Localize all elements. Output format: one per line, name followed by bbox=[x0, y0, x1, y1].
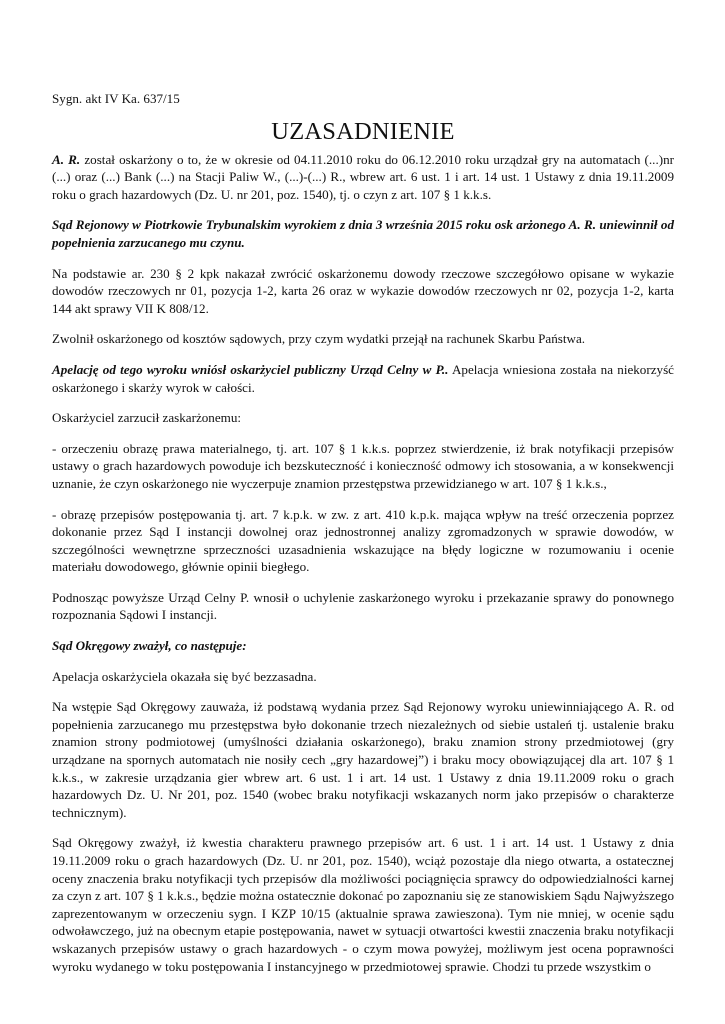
paragraph-allegation-2: - obrazę przepisów postępowania tj. art. 7 k.p.k. w zw. z art. 410 k.p.k. mająca wpływ na treść orzeczenia poprzez dokonanie przez Sąd I instancji dowolnej oraz jednostronnej analizy zgromadzonych w sprawie dowodów, w szczególności wewnętrzne sprzeczności uzasadnienia wskazujące na błędy logiczne w rozumowaniu i ocenie materiału dowodowego, głównie opinii biegłego. bbox=[52, 506, 674, 575]
paragraph-appeal bbox=[52, 361, 674, 396]
paragraph-court-considered: Sąd Okręgowy zważył, co następuje: bbox=[52, 638, 247, 654]
paragraph-allegations-intro: Oskarżyciel zarzucił zaskarżonemu: bbox=[52, 410, 242, 426]
paragraph-verdict: Sąd Rejonowy w Piotrkowie Trybunalskim wyrokiem z dnia 3 września 2015 roku osk arżonego A. R. uniewinnił od popełnienia zarzucanego mu czynu. bbox=[52, 217, 674, 250]
paragraph-grounds: Na wstępie Sąd Okręgowy zauważa, iż podstawą wydania przez Sąd Rejonowy wyroku uniewinniającego A. R. od popełnienia zarzucanego mu przestępstwa było dokonanie trzech niezależnych od siebie ustaleń tj. ustalenie braku znamion strony podmiotowej (umyślności działania oskarżonego), braku znamion strony przedmiotowej (gry urządzane na spornych automatach nie nosiły cech „gry hazardowej”) i braku mocy obowiązującej dla art. 107 § 1 k.k.s., w zakresie urządzania gier wbrew art. 6 ust. 1 i art. 14 ust. 1 Ustawy z dnia 19.11.2009 roku o grach hazardowych Dz. U. Nr 201, poz. 1540 (wobec braku notyfikacji wskazanych norm jako przepisów o charakterze technicznym). bbox=[52, 699, 674, 820]
paragraph-charge-text: został oskarżony o to, że w okresie od 04.11.2010 roku do 06.12.2010 roku urządzał gry na automatach (...)nr (...) oraz (...) Bank (...) na Stacji Paliw W., (...)-(...) R., wbrew art. 6 ust. 1 i art. 14 ust. 1 Ustawy z dnia 19.11.2009 roku o grach hazardowych (Dz. U. nr 201, poz. 1540), tj. o czyn z art. 107 § 1 k.k.s. bbox=[52, 151, 674, 202]
paragraph-legal-character: Sąd Okręgowy zważył, iż kwestia charakteru prawnego przepisów art. 6 ust. 1 i art. 14 ust. 1 Ustawy z dnia 19.11.2009 roku o grach hazardowych (Dz. U. nr 201, poz. 1540), wciąż pozostaje dla niego otwarta, a ostatecznej oceny znaczenia braku notyfikacji tych przepisów dla możliwości pociągnięcia sprawcy do odpowiedzialności karnej za czyn z art. 107 § 1 k.k.s., będzie można ostatecznie dokonać po zapoznaniu się ze stanowiskiem Sądu Najwyższego zaprezentowanym w orzeczeniu sygn. I KZP 10/15 (aktualnie sprawa zawieszona). Tym nie mniej, w ocenie sądu odwoławczego, już na obecnym etapie postępowania, nawet w sytuacji otwartości kwestii znaczenia braku notyfikacji wskazanych przepisów ustawy o grach hazardowych - o czym mowa powyżej, możliwym jest ocena poprawności wyroku wydanego w toku postępowania I instancyjnego w przedmiotowej sprawie. Chodzi tu przede wszystkim o bbox=[52, 835, 674, 974]
case-reference: Sygn. akt IV Ka. 637/15 bbox=[52, 91, 180, 106]
paragraph-costs: Zwolnił oskarżonego od kosztów sądowych, przy czym wydatki przejął na rachunek Skarbu Państwa. bbox=[52, 331, 586, 347]
document-page bbox=[52, 90, 674, 975]
paragraph-charge bbox=[52, 151, 674, 204]
paragraph-motion: Podnosząc powyższe Urząd Celny P. wnosił o uchylenie zaskarżonego wyroku i przekazanie sprawy do ponownego rozpoznania Sądowi I instancji. bbox=[52, 589, 674, 623]
paragraph-allegation-1: - orzeczeniu obrazę prawa materialnego, tj. art. 107 § 1 k.k.s. poprzez stwierdzenie, iż brak notyfikacji przepisów ustawy o grach hazardowych powoduje ich bezskuteczność i konieczność odmowy ich stosowania, a w konsekwencji uznanie, że czyn oskarżonego nie wyczerpuje znamion przestępstwa przewidzianego w art. 107 § 1 k.k.s., bbox=[52, 440, 674, 491]
appeal-lead: Apelację od tego wyroku wniósł oskarżyciel publiczny Urząd Celny w P.. bbox=[52, 361, 449, 377]
paragraph-appeal-unfounded: Apelacja oskarżyciela okazała się być bezzasadna. bbox=[52, 668, 317, 684]
paragraph-evidence-return: Na podstawie ar. 230 § 2 kpk nakazał zwrócić oskarżonemu dowody rzeczowe szczegółowo opisane w wykazie dowodów rzeczowych nr 01, pozycja 1-2, karta 26 oraz w wykazie dowodów rzeczowych nr 02, pozycja 1-2, karta 144 akt sprawy VII K 808/12. bbox=[52, 265, 674, 316]
defendant-name: A. R. bbox=[52, 151, 81, 167]
appeal-text: Apelacja wniesiona została na niekorzyść oskarżonego i skarży wyrok w całości. bbox=[52, 361, 674, 395]
document-title: UZASADNIENIE bbox=[271, 117, 455, 145]
